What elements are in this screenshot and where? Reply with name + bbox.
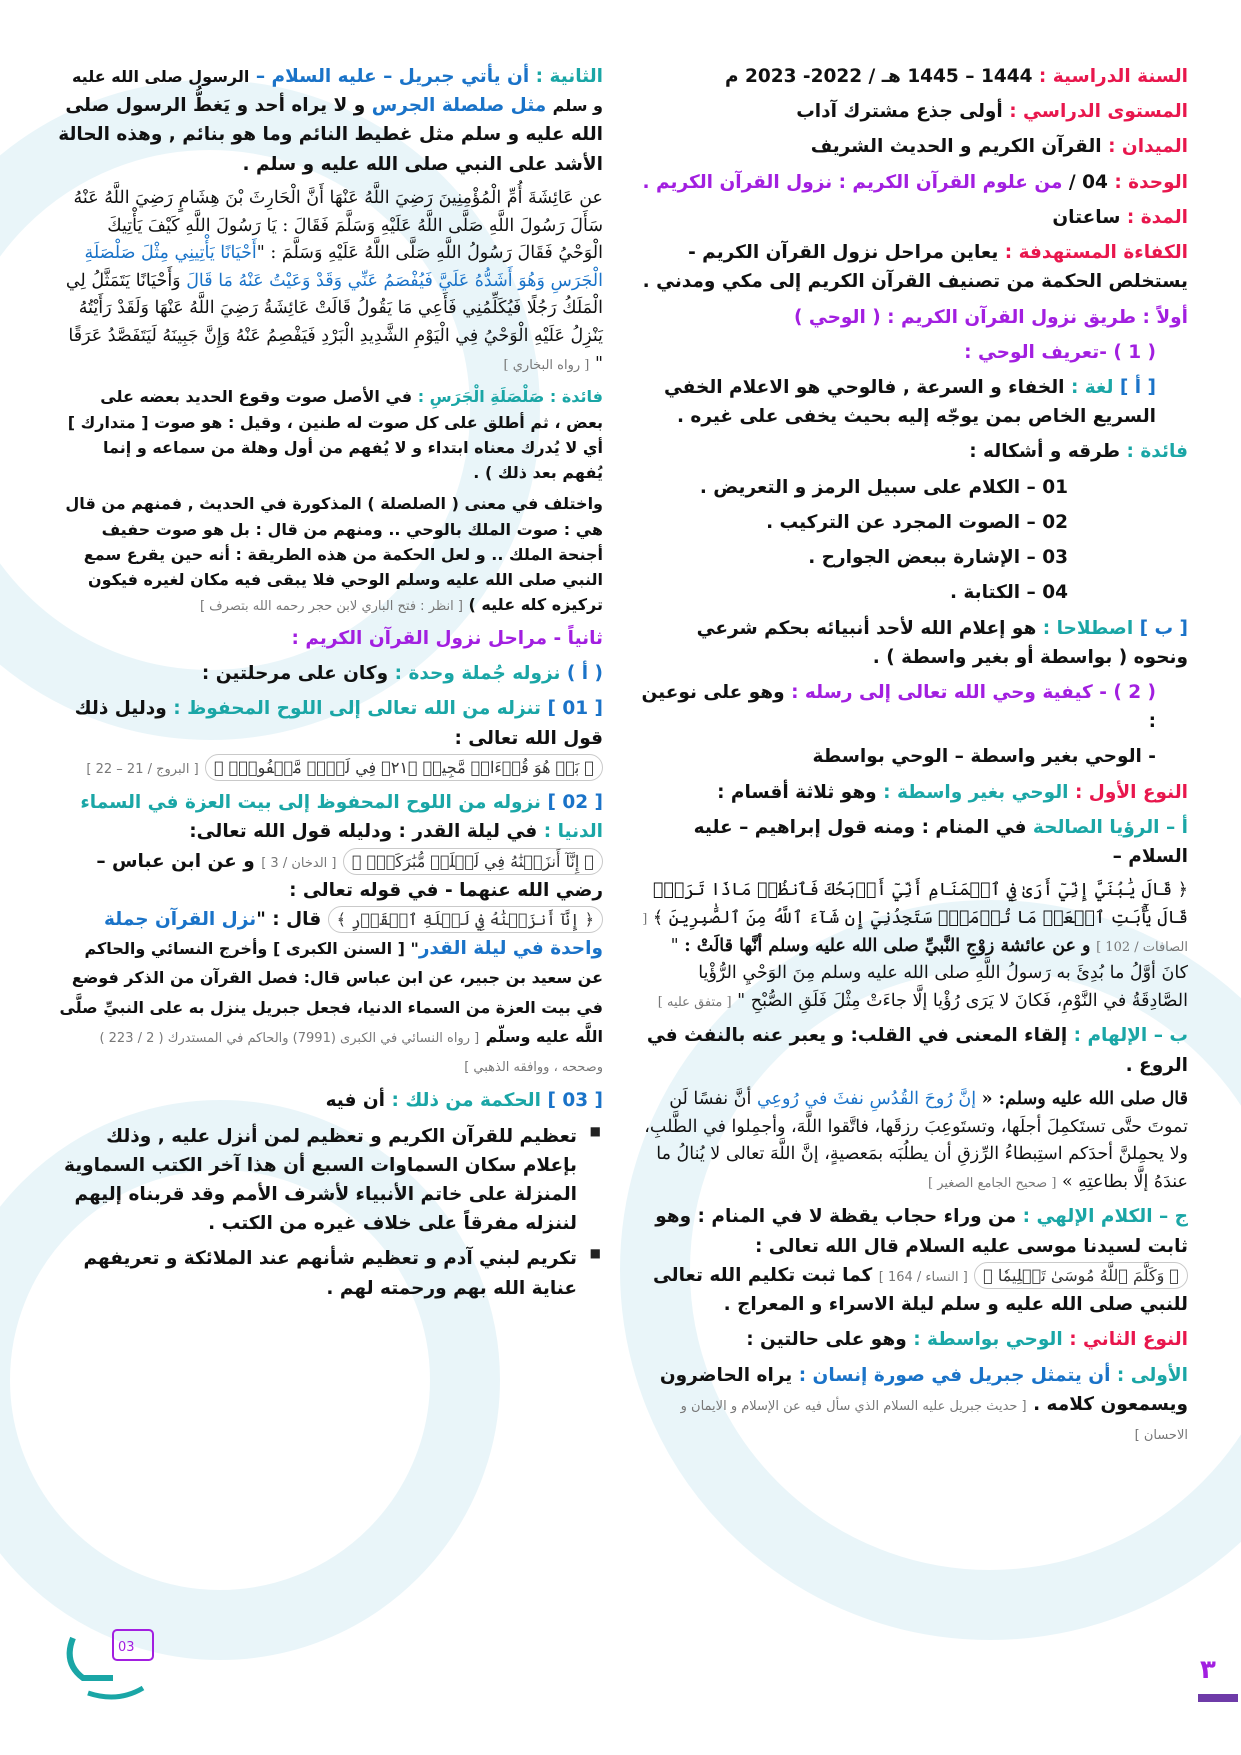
how-title: ( 2 ) - كيفية وحي الله تعالى إلى رسله : وهو على نوعين : — [641, 681, 1156, 733]
competency-line: الكفاءة المستهدفة : يعاين مراحل نزول القرآن الكريم - يستخلص الحكمة من تصنيف القرآن الكريم إلى مكي ومدني . — [642, 242, 1188, 293]
section-first-title: أولاً : طريق نزول القرآن الكريم : ( الوحي ) — [793, 306, 1188, 328]
bell-difference: واختلف في معنى ( الصلصلة ) المذكورة في الحديث , فمنهم من قال هي : صوت الملك بالوحي .. ومنهم من قال : بل هو صوت حفيف أجنحة الملك .. و لعل الحكمة من هذه الطريقة : أنه حين يقرع سمع النبي صلى الله عليه وسلم الوحي فلا يبقى فيه مكان لغيره فيكون تركيزه كله عليه ) [ انظر : فتح الباري لابن حجر رحمه الله بتصرف ] — [65, 494, 603, 615]
quran-verse: ﴿ بَلۡ هُوَ قُرۡءَانٞ مَّجِيدٞ ﴿٢١﴾ فِي لَوۡحٖ مَّحۡفُوظِۭ ﴾ — [205, 754, 603, 781]
lang-definition: [ أ ] لغة : الخفاء و السرعة , فالوحي هو الاعلام الخفي السريع الخاص بمن يوجّه إليه بحيث يخفى على غيره . — [663, 376, 1156, 428]
stage-a-line: ( أ ) نزوله جُملة وحدة : وكان على مرحلتين : — [201, 663, 603, 685]
quran-verse: ﴿ إِنَّآ أَنزَلۡنَٰهُ فِي لَيۡلَةِ ٱلۡقَدۡرِ ﴾ — [328, 906, 603, 933]
duration-line: المدة : ساعتان — [1052, 206, 1188, 228]
inspiration-line: ب – الإلهام : إلقاء المعنى في القلب: و يعبر عنه بالنفث في الروع . — [646, 1025, 1188, 1076]
page-bar — [1198, 1694, 1238, 1702]
year-line: السنة الدراسية : 1444 – 1445 هـ / 2022- 2023 م — [724, 66, 1188, 87]
type2-line: النوع الثاني : الوحي بواسطة : وهو على حالتين : — [746, 1329, 1188, 1351]
field-line: الميدان : القرآن الكريم و الحديث الشريف — [810, 136, 1188, 158]
stage-02-line: [ 02 ] نزوله من اللوح المحفوظ إلى بيت العزة في السماء الدنيا : في ليلة القدر : ودليله قول الله تعالى: ﴿ إِنَّآ أَنزَلۡنَٰهُ فِي لَيۡلَةٖ مُّبَٰرَكَةٍۚ ﴾ [ الدخان / 3 ] و عن ابن عباس – رضي الله عنهما - في قوله تعالى : ﴿ إِنَّآ أَنزَلۡنَٰهُ فِي لَيۡلَةِ ٱلۡقَدۡرِ ﴾ قال : "نزل القرآن جملة واحدة في ليلة القدر" [ السنن الكبرى ] وأخرج النسائي والحاكم عن سعيد بن جبير، عن ابن عباس قال: فصل القرآن من الذكر فوضع في بيت العزة من السماء الدنيا، فجعل جبريل ينزل به على النبيِّ صلَّى اللَّه عليه وسلّم [ رواه النسائي في الكبرى (7991) والحاكم في المستدرك ( 2 / 223 ) وصححه ، ووافقه الذهبي ] — [59, 792, 603, 1076]
way-item: 01 – الكلام على سبيل الرمز و التعريض . — [699, 476, 1068, 498]
left-column — [58, 62, 603, 1309]
dream-quran: ﴿ قَالَ يَٰبُنَيَّ إِنِّيٓ أَرَىٰ فِي ٱلۡمَنَامِ أَنِّيٓ أَذۡبَحُكَ فَٱنظُرۡ مَاذَا تَرَىٰۚ قَالَ يَٰٓأَبَتِ ٱفۡعَلۡ مَا تُؤۡمَرُۖ سَتَجِدُنِيٓ إِن شَآءَ ٱللَّهُ مِنَ ٱلصَّٰبِرِينَ ﴾ [ الصافات / 102 ] و عن عائشة زوْجِ النَّبيِّ صلى الله عليه وسلم أنَّها قالَتْ : " كانَ أوَّلُ ما بُدِئَ به رَسولُ اللَّهِ صلى الله عليه وسلم مِنَ الوَحْيِ الرُّؤْيا الصَّادِقَةُ في النَّوْمِ، فَكانَ لا يَرَى رُؤْيا إلَّا جاءَتْ مِثْلَ فَلَقِ الصُّبْحِ " [ متفق عليه ] — [642, 880, 1188, 1011]
term-definition: [ ب ] اصطلاحا : هو إعلام الله لأحد أنبيائه بحكم شرعي ونحوه ( بواسطة أو بغير واسطة ) . — [696, 617, 1188, 668]
divine-speech-line: ج – الكلام الإلهي : من وراء حجاب يقظة لا في المنام : وهو ثابت لسيدنا موسى عليه السلام قال الله تعالى : ﴿ وَكَلَّمَ ٱللَّهُ مُوسَىٰ تَكۡلِيمٗا ﴾ [ النساء / 164 ] كما ثبت تكليم الله تعالى للنبي صلى الله عليه و سلم ليلة الاسراء و المعراج . — [652, 1206, 1188, 1316]
quran-verse: ﴿ إِنَّآ أَنزَلۡنَٰهُ فِي لَيۡلَةٖ مُّبَٰرَكَةٍۚ ﴾ — [343, 848, 603, 875]
page-number: ٣ — [1200, 1655, 1216, 1685]
stage-03-line: [ 03 ] الحكمة من ذلك : أن فيه — [325, 1090, 603, 1112]
wisdom-item: ■ تكريم لبني آدم و تعظيم شأنهم عند الملائكة و تعريفهم عناية الله بهم ورحمته لهم . — [58, 1244, 603, 1302]
wisdom-item: ■ تعظيم للقرآن الكريم و تعظيم لمن أنزل عليه , وذلك بإعلام سكان السماوات السبع أن هذا آخر الكتب السماوية المنزلة على خاتم الأنبياء لأشرف الأمم وقد قربناه إليهم لننزله مفرقاً على خلاف غيره من الكتب . — [58, 1122, 603, 1239]
stage-01-line: [ 01 ] تنزله من الله تعالى إلى اللوح المحفوظ : ودليل ذلك قول الله تعالى : ﴿ بَلۡ هُوَ قُرۡءَانٞ مَّجِيدٞ ﴿٢١﴾ فِي لَوۡحٖ مَّحۡفُوظِۭ ﴾ [ البروج / 21 – 22 ] — [58, 694, 603, 782]
way-item: 02 – الصوت المجرد عن التركيب . — [766, 511, 1068, 533]
benefit-line: فائدة : طرقه و أشكاله : — [969, 441, 1188, 463]
logo — [58, 1618, 168, 1708]
type1-line: النوع الأول : الوحي بغير واسطة : وهو ثلاثة أقسام : — [717, 781, 1188, 803]
quran-verse: ﴿ وَكَلَّمَ ٱللَّهُ مُوسَىٰ تَكۡلِيمٗا ﴾ — [974, 1262, 1188, 1289]
right-column — [640, 62, 1188, 1454]
svg-text:03: 03 — [118, 1640, 135, 1655]
unit-line: الوحدة : 04 / من علوم القرآن الكريم : نزول القرآن الكريم . — [642, 171, 1188, 193]
bell-benefit: فائدة : صَلْصَلَةِ الْجَرَسِ : في الأصل صوت وقوع الحديد بعضه على بعض ، ثم أطلق على كل صوت له طنين ، وقيل : هو صوت [ متدارك ] أي لا يُدرك معناه ابتداء و لا يُفهم من أول وهلة من سماعه و إنما يُفهم بعد ذلك ) . — [67, 387, 603, 483]
way-item: 04 – الكتابة . — [949, 582, 1068, 604]
second-case-line: الثانية : أن يأتي جبريل – عليه السلام – الرسول صلى الله عليه و سلم مثل صلصلة الجرس و لا يراه أحد و يَغطُّ الرسول صلى الله عليه و سلم مثل غطيط النائم وما هو بنائم , وهذه الحالة الأشد على النبي صلى الله عليه و سلم . — [58, 66, 603, 175]
inspiration-hadith: قال صلى الله عليه وسلم: « إنَّ رُوحَ القُدُسِ نفثَ في رُوعِي أنَّ نفسًا لَن تموتَ حتَّى تستَكمِلَ أجلَها، وتستَوعِبَ رزقَها، فاتَّقوا اللَّهَ، وأجمِلوا في الطَّلبِ، ولا يحمِلنَّ أحدَكم استِبطاءُ الرِّزقِ أن يطلُبَه بمَعصيةٍ، إنَّ اللَّهَ تعالى لا يُنالُ ما عندَهُ إلَّا بطاعتِهِ » [ صحيح الجامع الصغير ] — [644, 1088, 1188, 1192]
definition-title: ( 1 ) -تعريف الوحي : — [964, 341, 1156, 363]
dream-line: أ – الرؤيا الصالحة في المنام : ومنه قول إبراهيم – عليه السلام – — [693, 816, 1188, 868]
types-line: - الوحي بغير واسطة – الوحي بواسطة — [812, 746, 1156, 768]
bukhari-hadith: عن عَائِشَةَ أُمِّ الْمُؤْمِنِينَ رَضِيَ اللَّهُ عَنْهَا أَنَّ الْحَارِثَ بْنَ هِشَامٍ رَضِيَ اللَّهُ عَنْهُ سَأَلَ رَسُولَ اللَّهِ صَلَّى اللَّهُ عَلَيْهِ وَسَلَّمَ فَقَالَ : يَا رَسُولَ اللَّهِ كَيْفَ يَأْتِيكَ الْوَحْيُ فَقَالَ رَسُولُ اللَّهِ صَلَّى اللَّهُ عَلَيْهِ وَسَلَّمَ : "أَحْيَانًا يَأْتِينِي مِثْلَ صَلْصَلَةِ الْجَرَسِ وَهُوَ أَشَدُّهُ عَلَيَّ فَيُفْصَمُ عَنِّي وَقَدْ وَعَيْتُ عَنْهُ مَا قَالَ وَأَحْيَانًا يَتَمَثَّلُ لِي الْمَلَكُ رَجُلًا فَيُكَلِّمُنِي فَأَعِي مَا يَقُولُ قَالَتْ عَائِشَةُ رَضِيَ اللَّهُ عَنْهَا وَلَقَدْ رَأَيْتُهُ يَنْزِلُ عَلَيْهِ الْوَحْيُ فِي الْيَوْمِ الشَّدِيدِ الْبَرْدِ فَيَفْصِمُ عَنْهُ وَإِنَّ جَبِينَهُ لَيَتَفَصَّدُ عَرَقًا " [ رواه البخاري ] — [65, 187, 603, 374]
level-line: المستوى الدراسي : أولى جذع مشترك آداب — [796, 101, 1188, 123]
first-case-line: الأولى : أن يتمثل جبريل في صورة إنسان : يراه الحاضرون ويسمعون كلامه . [ حديث جبريل عليه السلام الذي سأل فيه عن الإسلام و الايمان و الاحسان ] — [659, 1364, 1188, 1443]
way-item: 03 – الإشارة ببعض الجوارح . — [808, 547, 1068, 569]
section-second-title: ثانياً - مراحل نزول القرآن الكريم : — [291, 628, 603, 650]
